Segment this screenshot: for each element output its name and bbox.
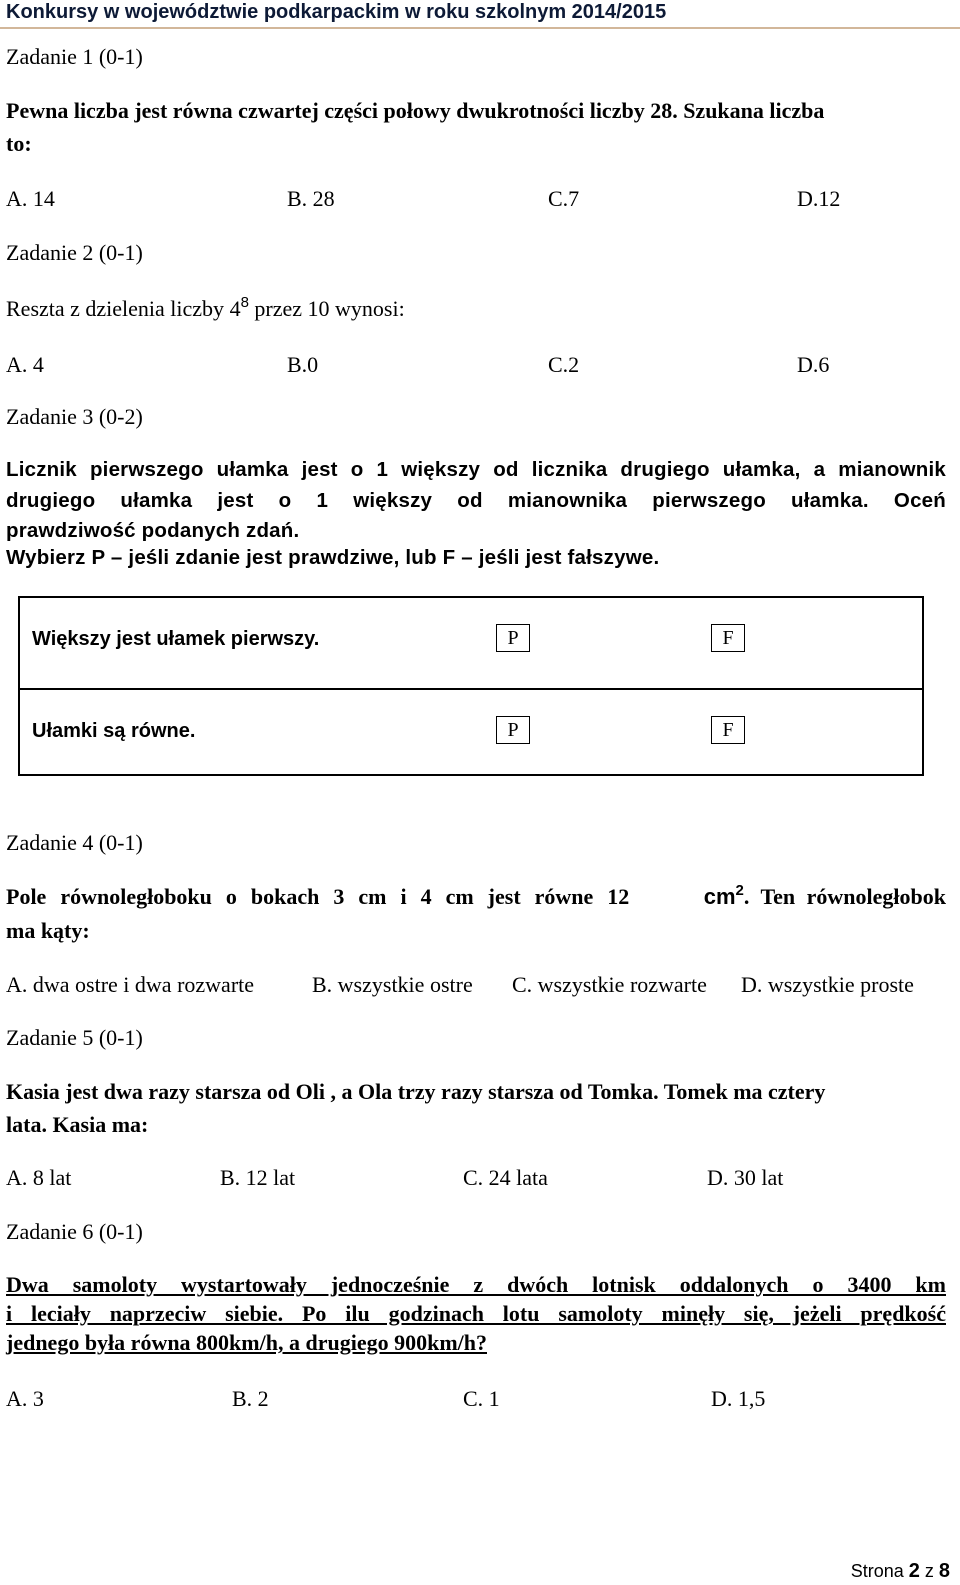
page-number-separator: z: [919, 1561, 939, 1581]
task-1-question-line-2: to:: [6, 131, 32, 156]
task-5-option-d[interactable]: D. 30 lat: [707, 1165, 784, 1190]
task-5-option-c[interactable]: C. 24 lata: [463, 1165, 548, 1190]
task-4-heading: Zadanie 4 (0-1): [6, 830, 143, 855]
task-1-question-line-1: Pewna liczba jest równa czwartej części połowy dwukrotności liczby 28. Szukana liczba: [6, 98, 825, 123]
page-number-prefix: Strona: [850, 1561, 909, 1581]
header-rule: [0, 27, 960, 29]
task-1-option-a[interactable]: A. 14: [6, 186, 55, 211]
task-4-option-a[interactable]: A. dwa ostre i dwa rozwarte: [6, 972, 255, 997]
task-2-option-b[interactable]: B.0: [287, 352, 319, 377]
page-number: [851, 1560, 950, 1583]
task-4-option-b[interactable]: B. wszystkie ostre: [312, 972, 473, 997]
task-5-question-line-1: Kasia jest dwa razy starsza od Oli , a Ola trzy razy starsza od Tomka. Tomek ma cztery: [6, 1079, 826, 1104]
task-6-option-b[interactable]: B. 2: [232, 1386, 269, 1411]
total-pages: 8: [938, 1560, 950, 1582]
task-5-option-b[interactable]: B. 12 lat: [220, 1165, 296, 1190]
task-6-option-c[interactable]: C. 1: [463, 1386, 500, 1411]
task-3-instruction: Wybierz P – jeśli zdanie jest prawdziwe, lub F – jeśli jest fałszywe.: [6, 546, 660, 569]
task-4-option-c[interactable]: C. wszystkie rozwarte: [512, 972, 707, 997]
task-2-option-a[interactable]: A. 4: [6, 352, 44, 377]
task-4-question-end: . Ten równoległobok: [743, 884, 946, 909]
task-3-question-line-1: Licznik pierwszego ułamka jest o 1 większy od licznika drugiego ułamka, a mianownik: [6, 458, 946, 481]
task-6-option-a[interactable]: A. 3: [6, 1386, 44, 1411]
current-page: 2: [908, 1560, 920, 1582]
task-4-question-start: Pole równoległoboku o bokach 3 cm i 4 cm jest równe 12: [6, 884, 630, 909]
task-2-option-d[interactable]: D.6: [797, 352, 830, 377]
task-3-question-line-2: drugiego ułamka jest o 1 większy od mianownika pierwszego ułamka. Oceń: [6, 489, 946, 512]
task-3-question-line-3: prawdziwość podanych zdań.: [6, 519, 300, 542]
task-4-unit-exponent: 2: [735, 882, 744, 899]
task-5-heading: Zadanie 5 (0-1): [6, 1025, 143, 1050]
task-6-question-line-1: Dwa samoloty wystartowały jednocześnie z dwóch lotnisk oddalonych o 3400 km: [6, 1272, 946, 1297]
task-2-question-end: przez 10 wynosi:: [248, 296, 405, 321]
task-4-question-line-2: ma kąty:: [6, 918, 90, 943]
task-5-option-a[interactable]: A. 8 lat: [6, 1165, 72, 1190]
task-4-question-unit-wrap: [704, 884, 946, 910]
task-1-option-d[interactable]: D.12: [797, 186, 841, 211]
task-1-heading: Zadanie 1 (0-1): [6, 44, 143, 69]
task-3-heading: Zadanie 3 (0-2): [6, 404, 143, 429]
task-2-question: [6, 296, 405, 322]
task-4-option-d[interactable]: D. wszystkie proste: [741, 972, 914, 997]
task-4-question-line-1: [6, 884, 946, 910]
task-6-option-d[interactable]: D. 1,5: [711, 1386, 766, 1411]
statement-2-false-box[interactable]: F: [711, 716, 745, 744]
header-title: Konkursy w województwie podkarpackim w roku szkolnym 2014/2015: [6, 1, 667, 23]
task-2-option-c[interactable]: C.2: [548, 352, 580, 377]
statement-1-true-box[interactable]: P: [496, 624, 530, 652]
true-false-table: [18, 596, 924, 776]
task-2-question-start: Reszta z dzielenia liczby: [6, 296, 230, 321]
task-6-question-line-2: i leciały naprzeciw siebie. Po ilu godzinach lotu samoloty minęły się, jeżeli prędkość: [6, 1301, 946, 1326]
task-4-unit: cm: [703, 884, 736, 909]
task-2-base: 4: [229, 296, 241, 321]
table-row-divider: [20, 688, 922, 690]
task-6-heading: Zadanie 6 (0-1): [6, 1219, 143, 1244]
task-2-exponent: 8: [240, 294, 249, 311]
statement-1: Większy jest ułamek pierwszy.: [32, 628, 320, 650]
task-2-heading: Zadanie 2 (0-1): [6, 240, 143, 265]
statement-2-true-box[interactable]: P: [496, 716, 530, 744]
task-1-option-c[interactable]: C.7: [548, 186, 580, 211]
statement-1-false-box[interactable]: F: [711, 624, 745, 652]
task-5-question-line-2: lata. Kasia ma:: [6, 1112, 149, 1137]
task-6-question-line-3: jednego była równa 800km/h, a drugiego 900km/h?: [6, 1330, 487, 1355]
statement-2: Ułamki są równe.: [32, 720, 196, 742]
task-1-option-b[interactable]: B. 28: [287, 186, 335, 211]
page-header: [0, 0, 960, 30]
